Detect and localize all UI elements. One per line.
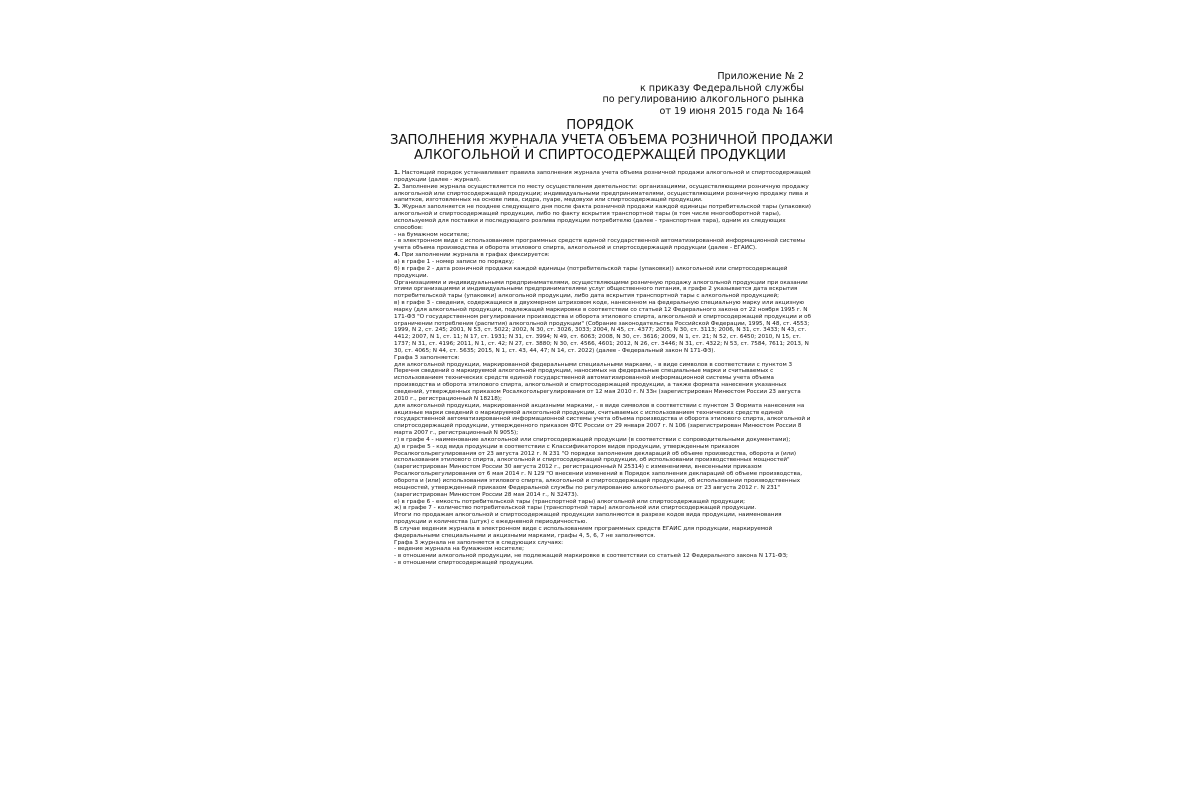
- paragraph: [394, 259, 814, 266]
- paragraph-text: При заполнении журнала в графах фиксируется:: [400, 252, 550, 259]
- paragraph: [394, 560, 814, 567]
- paragraph-text: для алкогольной продукции, маркированной акцизными марками, - в виде символов в соответствии с пунктом 3 Формата нанесения на акцизные марки сведений о маркируемой алкогольной продукции, считываемых с использованием технических средств единой государственной автоматизированной информационной системы учета объема производства и оборота этилового спирта, алкогольной и спиртосодержащей продукции, утвержденного приказом ФТС России от 29 января 2007 г. N 106 (зарегистрирован Минюстом России 8 марта 2007 г., регистрационный N 9055);: [394, 402, 811, 437]
- document-body: [394, 170, 814, 567]
- paragraph-number: 4.: [394, 252, 401, 259]
- paragraph-text: Графа 3 журнала не заполняется в следующих случаях:: [394, 539, 564, 546]
- appendix-header-line: к приказу Федеральной службы: [639, 82, 804, 94]
- paragraph-text: б) в графе 2 - дата розничной продажи каждой единицы (потребительской тары (упаковки)) алкогольной или спиртосодержащей продукции.: [394, 265, 788, 279]
- paragraph-text: Заполнение журнала осуществляется по месту осуществления деятельности: организациями, осуществляющими розничную продажу алкогольной или спиртосодержащей продукции; индивидуальными предпринимателями, осуществляющими розничную продажу пива и напитков, изготовленных на основе пива, сидра, пуаре, медовухи или спиртосодержащей продукции.: [394, 183, 809, 204]
- paragraph: [394, 437, 814, 444]
- paragraph: [394, 184, 814, 205]
- paragraph: [394, 540, 814, 547]
- paragraph-text: г) в графе 4 - наименование алкогольной или спиртосодержащей продукции (в соответствии с сопроводительными документами);: [394, 436, 791, 443]
- paragraph: [394, 300, 814, 355]
- paragraph: [394, 238, 814, 252]
- paragraph: [394, 266, 814, 280]
- paragraph-text: - в электронном виде с использованием программных средств единой государственной автоматизированной информационной системы учета объема производства и оборота этилового спирта, алкогольной и спиртосодержащей продукции (далее - ЕГАИС).: [394, 238, 806, 252]
- title-line: ЗАПОЛНЕНИЯ ЖУРНАЛА УЧЕТА ОБЪЕМА РОЗНИЧНОЙ ПРОДАЖИ: [390, 133, 833, 148]
- appendix-header-line: Приложение № 2: [717, 71, 804, 82]
- paragraph: [394, 252, 814, 259]
- paragraph-number: 2.: [394, 183, 401, 190]
- paragraph: [394, 170, 814, 184]
- paragraph-text: - ведение журнала на бумажном носителе;: [394, 546, 524, 553]
- appendix-header-line: по регулированию алкогольного рынка: [602, 94, 804, 105]
- appendix-header: [603, 71, 804, 117]
- paragraph-text: ж) в графе 7 - количество потребительской тары (транспортной тары) алкогольной или спиртосодержащей продукции.: [394, 505, 757, 512]
- paragraph: [394, 362, 814, 403]
- paragraph-text: - в отношении спиртосодержащей продукции.: [394, 560, 534, 567]
- paragraph-text: Журнал заполняется не позднее следующего дня после факта розничной продажи каждой единицы потребительской тары (упаковки) алкогольной и спиртосодержащей продукции, либо по факту вскрытия транспортной тары (в том числе многооборотной тары), используемой для поставки и последующего розлива продукции потребителю (далее - транспортная тара), одним из следующих способов:: [394, 204, 811, 231]
- paragraph: [394, 280, 814, 301]
- paragraph: [394, 512, 814, 526]
- document-title: [390, 118, 833, 163]
- paragraph-text: а) в графе 1 - номер записи по порядку;: [394, 258, 515, 265]
- appendix-header-line: от 19 июня 2015 года № 164: [659, 105, 804, 117]
- paragraph-text: е) в графе 6 - емкость потребительской тары (транспортной тары) алкогольной или спиртосодержащей продукции;: [394, 498, 746, 505]
- paragraph: [394, 204, 814, 231]
- paragraph-text: Организациями и индивидуальными предпринимателями, осуществляющими розничную продажу алкогольной продукции при оказании этими организациями и индивидуальными предпринимателями услуг общественного питания, в графе 2 указывается дата вскрытия потребительской тары (упаковки) алкогольной продукции, либо дата вскрытия транспортной тары с алкогольной продукцией;: [394, 279, 808, 300]
- paragraph-text: - на бумажном носителе;: [394, 231, 470, 238]
- paragraph: [394, 526, 814, 540]
- paragraph-text: в) в графе 3 - сведения, содержащиеся в двухмерном штриховом коде, нанесенном на федеральную специальную марку или акцизную марку (для алкогольной продукции, подлежащей маркировке в соответствии со статьей 12 Федерального закона от 22 ноября 1995 г. N 171-ФЗ "О государственном регулировании производства и оборота этилового спирта, алкогольной и спиртосодержащей продукции и об ограничении потребления (распития) алкогольной продукции" (Собрание законодательства Российской Федерации, 1995, N 48, ст. 4553; 1999, N 2, ст. 245; 2001, N 53, ст. 5022; 2002, N 30, ст. 3026, 3033; 2004, N 45, ст. 4377; 2005, N 30, ст. 3113; 2006, N 31, ст. 3433; N 43, ст. 4412; 2007, N 1, ст. 11; N 17, ст. 1931; N 31, ст. 3994; N 49, ст. 6063; 2008, N 30, ст. 3616; 2009, N 1, ст. 21; N 52, ст. 6450; 2010, N 15, ст. 1737; N 31, ст. 4196; 2011, N 1, ст. 42; N 27, ст. 3880; N 30, ст. 4566, 4601; 2012, N 26, ст. 3446; N 31, ст. 4322; N 53, ст. 7584, 7611; 2013, N 30, ст. 4065; N 44, ст. 5635; 2015, N 1, ст. 43, 44, 47; N 14, ст. 2022) (далее - Федеральный закон N 171-ФЗ).: [394, 300, 811, 354]
- paragraph-number: 1.: [394, 170, 401, 176]
- paragraph-text: В случае ведения журнала в электронном виде с использованием программных средств ЕГАИС для продукции, маркируемой федеральными специальными и акцизными марками, графы 4, 5, 6, 7 не заполняются.: [394, 525, 773, 539]
- paragraph-text: - в отношении алкогольной продукции, не подлежащей маркировке в соответствии со статьей 12 Федерального закона N 171-ФЗ;: [394, 553, 788, 560]
- paragraph-text: для алкогольной продукции, маркированной федеральными специальными марками, - в виде символов в соответствии с пунктом 3 Перечня сведений о маркируемой алкогольной продукции, наносимых на федеральные специальные марки и считываемых с использованием технических средств единой государственной автоматизированной информационной системы учета объема производства и оборота этилового спирта, алкогольной и спиртосодержащей продукции, а также формата нанесения указанных сведений, утвержденных приказом Росалкогольрегулирования от 12 мая 2010 г. N 33н (зарегистрирован Минюстом России 23 августа 2010 г., регистрационный N 18218);: [394, 361, 801, 402]
- paragraph-text: Настоящий порядок устанавливает правила заполнения журнала учета объема розничной продажи алкогольной и спиртосодержащей продукции (далее - журнал).: [394, 170, 811, 183]
- title-line: АЛКОГОЛЬНОЙ И СПИРТОСОДЕРЖАЩЕЙ ПРОДУКЦИИ: [414, 148, 786, 163]
- title-line: ПОРЯДОК: [566, 118, 634, 133]
- paragraph: [394, 444, 814, 499]
- paragraph: [394, 355, 814, 362]
- paragraph-text: Графа 3 заполняется:: [394, 354, 460, 361]
- paragraph-number: 3.: [394, 204, 401, 211]
- paragraph: [394, 403, 814, 437]
- paragraph-text: Итоги по продажам алкогольной и спиртосодержащей продукции заполняются в разрезе кодов вида продукции, наименования продукции и количества (штук) с ежедневной периодичностью.: [394, 512, 782, 526]
- paragraph-text: д) в графе 5 - код вида продукции в соответствии с Классификатором видов продукции, утвержденным приказом Росалкогольрегулирования от 23 августа 2012 г. N 231 "О порядке заполнения деклараций об объеме производства, оборота и (или) использования этилового спирта, алкогольной и спиртосодержащей продукции, об использовании производственных мощностей" (зарегистрирован Минюстом России 30 августа 2012 г., регистрационный N 25314) с изменениями, внесенными приказом Росалкогольрегулирования от 6 мая 2014 г. N 129 "О внесении изменений в Порядок заполнения деклараций об объеме производства, оборота и (или) использования этилового спирта, алкогольной и спиртосодержащей продукции, об использовании производственных мощностей, утвержденный приказом Федеральной службы по регулированию алкогольного рынка от 23 августа 2012 г. N 231" (зарегистрирован Минюстом России 28 мая 2014 г., N 32473).: [394, 443, 803, 498]
